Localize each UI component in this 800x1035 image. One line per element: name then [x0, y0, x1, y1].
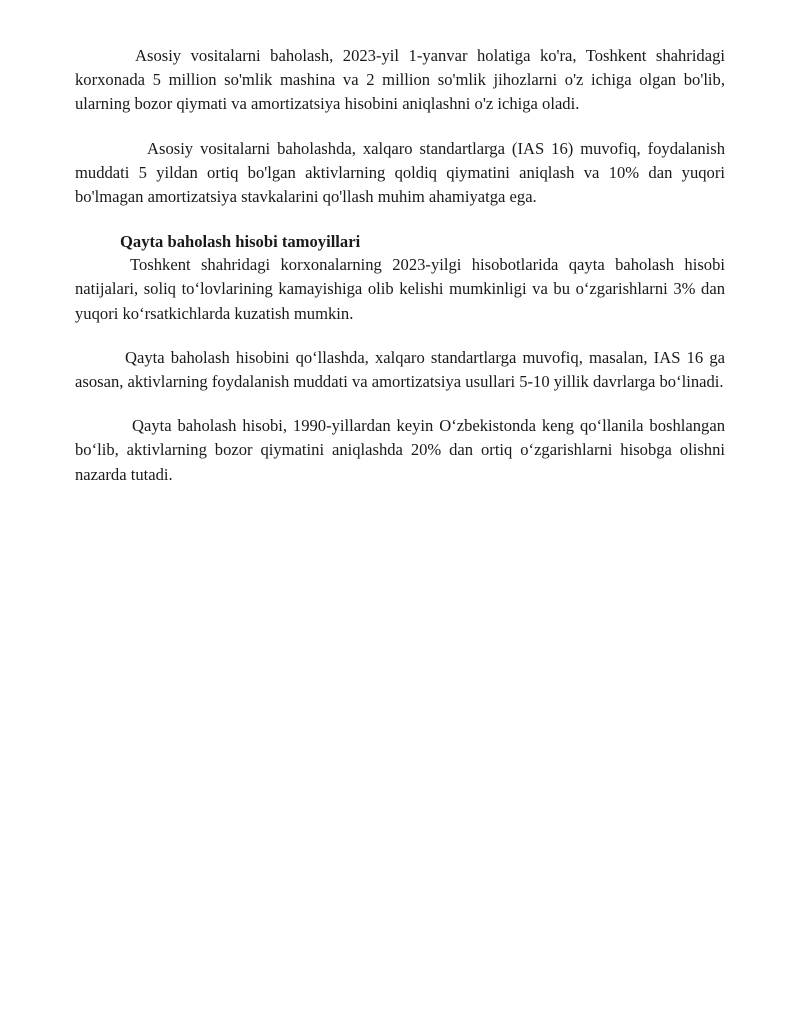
paragraph-ias16-standards: Asosiy vositalarni baholashda, xalqaro standartlarga (IAS 16) muvofiq, foydalanish muddati 5 yildan ortiq bo'lgan aktivlarning qoldiq qiymatini aniqlash va 10% dan yuqori bo'lmagan amortizatsiya stavkalarini qo'llash muhim ahamiyatga ega.: [75, 138, 725, 207]
section-heading: Qayta baholash hisobi tamoyillari: [120, 232, 361, 252]
document-body: [75, 44, 725, 487]
paragraph-asset-valuation: Asosiy vositalarni baholash, 2023-yil 1-yanvar holatiga ko'ra, Toshkent shahridagi korxonada 5 million so'mlik mashina va 2 million so'mlik jihozlarni o'z ichiga olgan bo'lib, ularning bozor qiymati va amortizatsiya hisobini aniqlashni o'z ichiga oladi.: [75, 46, 725, 114]
paragraph-revaluation-reports: Toshkent shahridagi korxonalarning 2023-yilgi hisobotlarida qayta baholash hisobi natijalari, soliq to‘lovlarining kamayishiga olib kelishi mumkinligi va bu o‘zgarishlarni 3% dan yuqori ko‘rsatkichlarda kuzatish mumkin.: [75, 255, 725, 323]
paragraph-revaluation-application: Qayta baholash hisobini qo‘llashda, xalqaro standartlarga muvofiq, masalan, IAS 16 ga asosan, aktivlarning foydalanish muddati va amortizatsiya usullari 5-10 yillik davrlarga bo‘linadi.: [75, 347, 725, 392]
paragraph-revaluation-history: Qayta baholash hisobi, 1990-yillardan keyin O‘zbekistonda keng qo‘llanila boshlangan bo‘lib, aktivlarning bozor qiymatini aniqlashda 20% dan ortiq o‘zgarishlarni hisobga olishni nazarda tutadi.: [75, 416, 725, 484]
